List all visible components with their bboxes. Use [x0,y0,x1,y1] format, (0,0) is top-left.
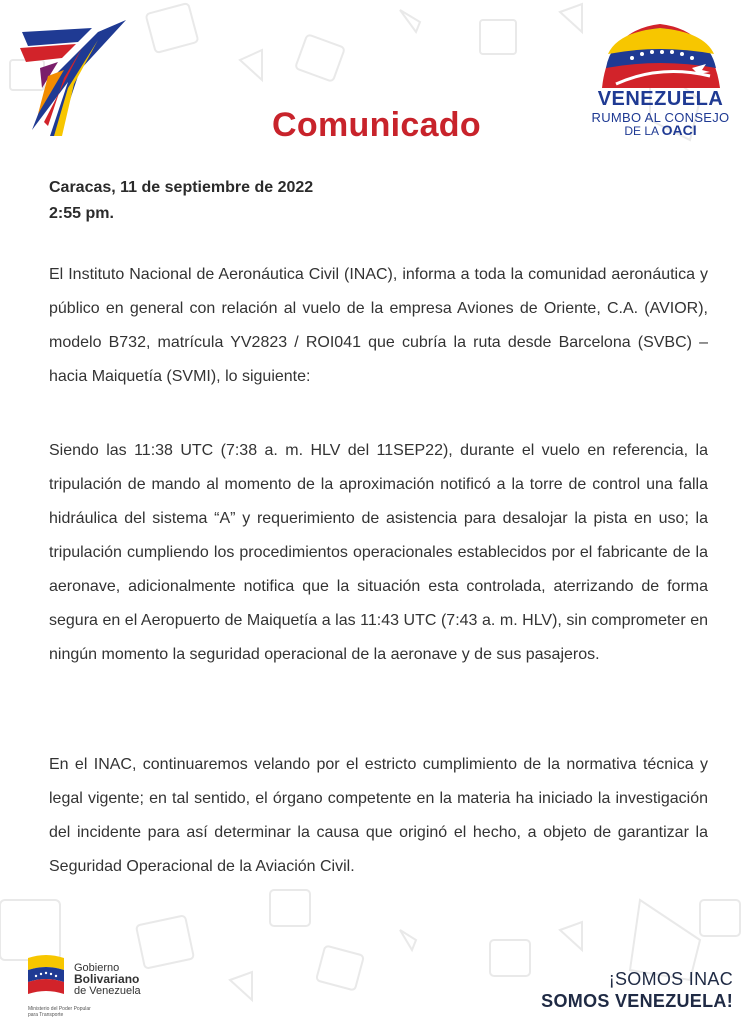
paragraph-closing: En el INAC, continuaremos velando por el estricto cumplimiento de la normativa técnica y legal vigente; en tal sentido, el órgano competente en la materia ha iniciado la investigación del incidente para así determinar la causa que originó el hecho, a objeto de garantizar la Seguridad Operacional de la Aviación Civil. [49,756,708,875]
place-date: Caracas, 11 de septiembre de 2022 [49,179,314,196]
gov-line-bolivariano: Bolivariano [74,972,140,986]
gov-ministry-line2: para Transporte [28,1012,64,1018]
gov-ministry-line1: Ministerio del Poder Popular [28,1006,91,1012]
page-title: Comunicado [272,106,481,144]
brand-line-oaci-prefix: DE LA [624,124,662,138]
flag-globe-icon [588,18,733,90]
paragraph-incident: Siendo las 11:38 UTC (7:38 a. m. HLV del 11SEP22), durante el vuelo en referencia, la tripulación de mando al momento de la aproximación notificó a la torre de control una falla hidráulica del sistema “A” y requerimiento de asistencia para desalojar la pista en uso; la tripulación cumpliendo los procedimientos operacionales establecidos por el fabricante de la aeronave, adicionalmente notifica que la situación esta controlada, aterrizando de forma segura en el Aeropuerto de Maiquetía a las 11:43 UTC (7:43 a. m. HLV), sin comprometer en ningún momento la seguridad operacional de la aeronave y de sus pasajeros. [49,442,708,663]
slogan-line1: ¡SOMOS INAC [608,969,733,989]
brand-line-oaci-bold: OACI [661,122,697,138]
brand-line-venezuela: VENEZUELA [597,88,724,110]
slogan-line2: SOMOS VENEZUELA! [541,991,733,1011]
slogan [541,968,733,1012]
paragraph-intro: El Instituto Nacional de Aeronáutica Civil (INAC), informa a toda la comunidad aeronáutica y público en general con relación al vuelo de la empresa Aviones de Oriente, C.A. (AVIOR), modelo B732, matrícula YV2823 / ROI041 que cubría la ruta desde Barcelona (SVBC) – hacia Maiquetía (SVMI), lo siguiente: [49,266,708,385]
government-flag-icon [24,952,68,1002]
government-logo [24,948,174,1018]
gov-line-gobierno: Gobierno [74,962,120,974]
gov-line-venezuela: de Venezuela [74,985,141,997]
dateline [49,175,313,227]
time: 2:55 pm. [49,205,114,222]
brand-line-rumbo: RUMBO AL CONSEJO [591,110,730,125]
